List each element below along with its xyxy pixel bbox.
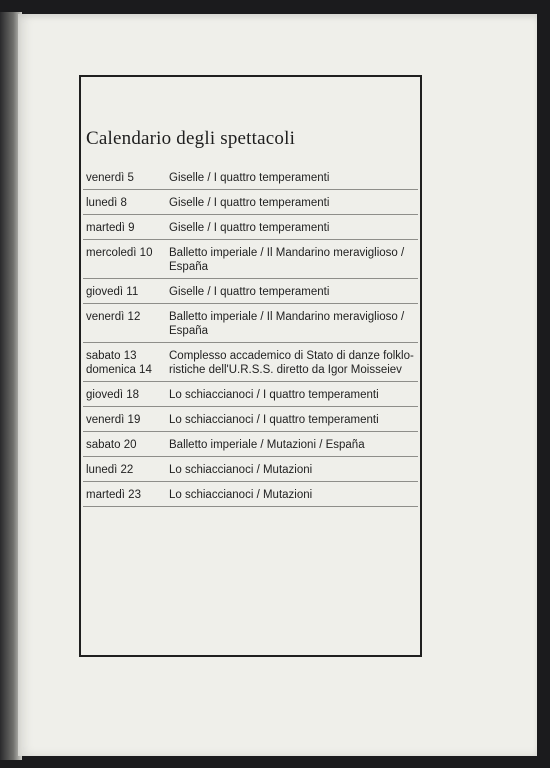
schedule-show: Lo schiaccianoci / I quattro temperamenti (169, 414, 379, 426)
schedule-show: Giselle / I quattro temperamenti (169, 172, 330, 184)
schedule-show: Giselle / I quattro temperamenti (169, 286, 330, 298)
schedule-row (83, 482, 418, 507)
schedule-row (83, 190, 418, 215)
schedule-date (83, 196, 169, 210)
schedule-row (83, 215, 418, 240)
schedule-row (83, 407, 418, 432)
date-label: martedì 9 (86, 222, 135, 234)
schedule-date (83, 349, 169, 377)
schedule-date (83, 488, 169, 502)
schedule-date (83, 171, 169, 185)
schedule-show: Complesso accademico di Stato di danze folklo-ristiche dell'U.R.S.S. diretto da Igor Moisseiev (169, 350, 414, 376)
schedule-list (83, 165, 418, 507)
date-label: sabato 20 (86, 439, 137, 451)
schedule-date (83, 388, 169, 402)
date-label: lunedì 22 (86, 464, 134, 476)
schedule-show: Lo schiaccianoci / Mutazioni (169, 489, 313, 501)
schedule-show: Lo schiaccianoci / Mutazioni (169, 464, 313, 476)
page-title: Calendario degli spettacoli (86, 128, 296, 149)
schedule-date (83, 438, 169, 452)
schedule-show: Balletto imperiale / Mutazioni / España (169, 439, 365, 451)
date-label: giovedì 18 (86, 389, 140, 401)
schedule-row (83, 432, 418, 457)
schedule-date (83, 463, 169, 477)
date-label: domenica 14 (86, 364, 152, 376)
date-label: sabato 13 (86, 350, 137, 362)
schedule-row (83, 240, 418, 279)
schedule-show: Giselle / I quattro temperamenti (169, 222, 330, 234)
schedule-date (83, 285, 169, 299)
schedule-row (83, 279, 418, 304)
date-label: martedì 23 (86, 489, 141, 501)
date-label: venerdì 12 (86, 311, 141, 323)
schedule-row (83, 343, 418, 382)
schedule-show: Giselle / I quattro temperamenti (169, 197, 330, 209)
schedule-row (83, 165, 418, 190)
schedule-date (83, 310, 169, 338)
page (18, 14, 537, 756)
schedule-row (83, 382, 418, 407)
schedule-show: Lo schiaccianoci / I quattro temperamenti (169, 389, 379, 401)
schedule-show: Balletto imperiale / Il Mandarino meraviglioso / España (169, 311, 405, 337)
date-label: mercoledì 10 (86, 247, 153, 259)
date-label: venerdì 19 (86, 414, 141, 426)
schedule-date (83, 246, 169, 274)
schedule-date (83, 413, 169, 427)
date-label: venerdì 5 (86, 172, 134, 184)
date-label: giovedì 11 (86, 286, 139, 298)
date-label: lunedì 8 (86, 197, 127, 209)
schedule-row (83, 457, 418, 482)
schedule-show: Balletto imperiale / Il Mandarino meraviglioso / España (169, 247, 405, 273)
schedule-row (83, 304, 418, 343)
schedule-date (83, 221, 169, 235)
